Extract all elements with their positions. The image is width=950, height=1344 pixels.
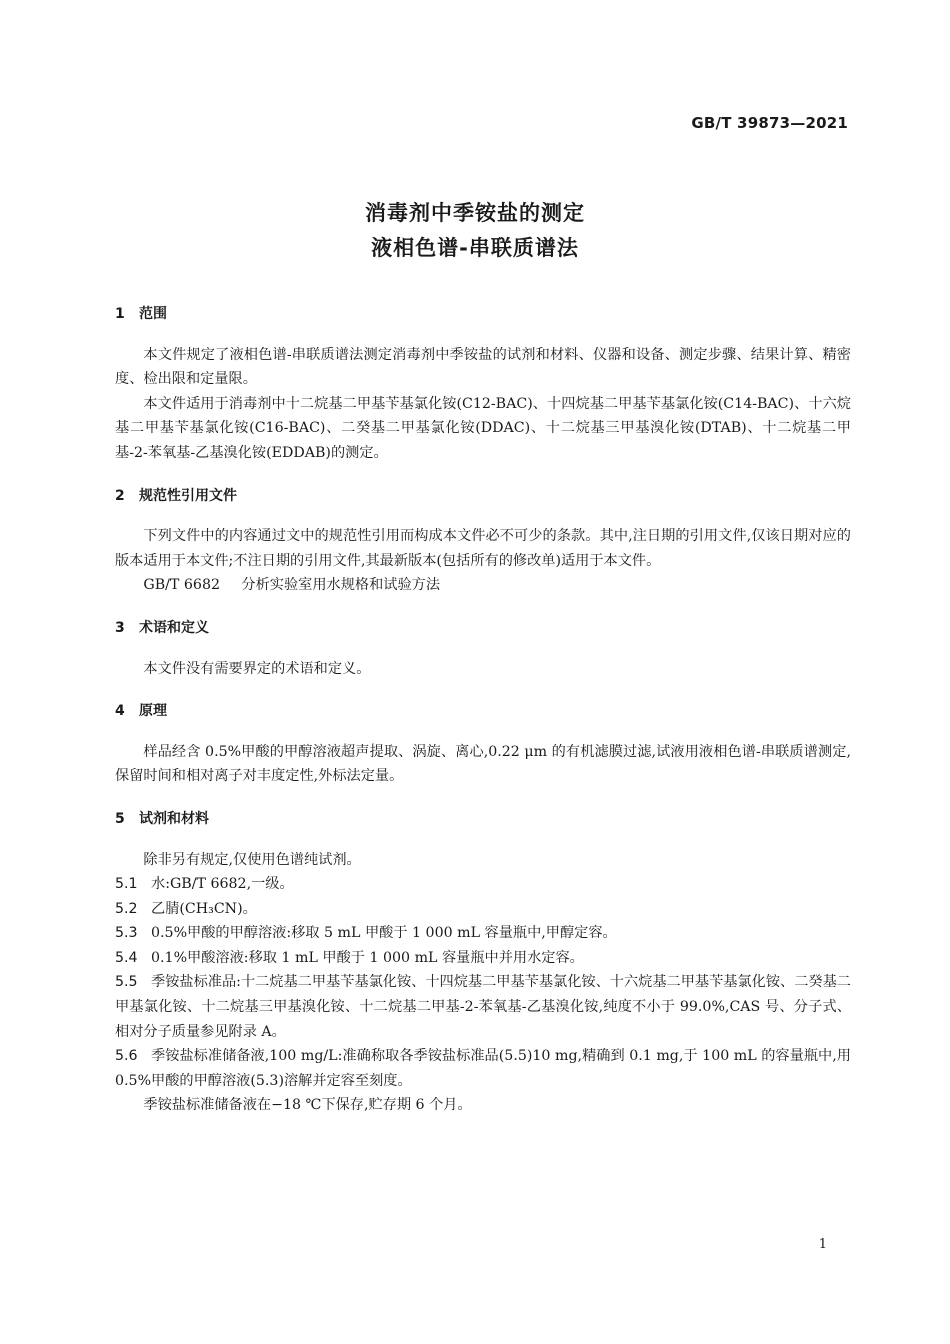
paragraph: 本文件适用于消毒剂中十二烷基二甲基苄基氯化铵(C12-BAC)、十四烷基二甲基苄基氯化铵(C14-BAC)、十六烷基二甲基苄基氯化铵(C16-BAC)、二癸基二甲基氯化铵(DDAC)、十二烷基三甲基溴化铵(DTAB)、十二烷基二甲基-2-苯氧基-乙基溴化铵(EDDAB)的测定。	[115, 395, 851, 461]
section-title: 规范性引用文件	[139, 487, 237, 504]
section-number: 4	[115, 703, 125, 720]
item-text: 0.1%甲酸溶液:移取 1 mL 甲酸于 1 000 mL 容量瓶中并用水定容。	[151, 949, 584, 966]
section-heading-principle	[115, 699, 851, 724]
paragraph: 本文件没有需要界定的术语和定义。	[143, 660, 371, 677]
section-number: 2	[115, 487, 125, 504]
document-title-line1: 消毒剂中季铵盐的测定	[365, 201, 585, 225]
item-text: 季铵盐标准品:十二烷基二甲基苄基氯化铵、十四烷基二甲基苄基氯化铵、十六烷基二甲基苄基氯化铵、二癸基二甲基氯化铵、十二烷基三甲基溴化铵、十二烷基二甲基-2-苯氧基-乙基溴化铵,纯度不小于 99.0%,CAS 号、分子式、相对分子质量参见附录 A。	[115, 974, 851, 1040]
reference-code: GB/T 6682	[143, 577, 221, 594]
list-item	[115, 946, 851, 971]
reference-entry	[115, 573, 851, 598]
item-number: 5.1	[115, 876, 138, 893]
item-number: 5.6	[115, 1048, 138, 1065]
list-item	[115, 872, 851, 897]
section-title: 原理	[139, 703, 167, 720]
section-title: 试剂和材料	[139, 810, 209, 827]
section-number: 1	[115, 306, 125, 322]
list-item	[115, 897, 851, 922]
document-title-line2: 液相色谱-串联质谱法	[371, 236, 579, 260]
section-number: 5	[115, 810, 125, 827]
section-heading-reagents	[115, 807, 851, 832]
item-text: 乙腈(CH₃CN)。	[151, 900, 257, 917]
item-text: 0.5%甲酸的甲醇溶液:移取 5 mL 甲酸于 1 000 mL 容量瓶中,甲醇定容。	[151, 925, 617, 942]
standard-number: GB/T 39873—2021	[691, 114, 848, 132]
item-number: 5.2	[115, 900, 138, 917]
paragraph: 本文件规定了液相色谱-串联质谱法测定消毒剂中季铵盐的试剂和材料、仪器和设备、测定步骤、结果计算、精密度、检出限和定量限。	[115, 346, 851, 388]
list-item	[115, 921, 851, 946]
item-text: 水:GB/T 6682,一级。	[151, 876, 294, 893]
list-item	[115, 1044, 851, 1093]
section-title: 范围	[139, 306, 167, 322]
section-heading-scope	[115, 302, 851, 327]
document-body	[115, 302, 851, 1118]
list-item	[115, 970, 851, 1044]
section-heading-terms	[115, 616, 851, 641]
section-title: 术语和定义	[139, 619, 209, 636]
item-number: 5.4	[115, 949, 138, 966]
paragraph: 样品经含 0.5%甲酸的甲醇溶液超声提取、涡旋、离心,0.22 μm 的有机滤膜过滤,试液用液相色谱-串联质谱测定,保留时间和相对离子对丰度定性,外标法定量。	[115, 743, 851, 785]
paragraph: 下列文件中的内容通过文中的规范性引用而构成本文件必不可少的条款。其中,注日期的引用文件,仅该日期对应的版本适用于本文件;不注日期的引用文件,其最新版本(包括所有的修改单)适用于本文件。	[115, 528, 851, 569]
section-number: 3	[115, 619, 125, 636]
paragraph: 季铵盐标准储备液在−18 ℃下保存,贮存期 6 个月。	[143, 1097, 472, 1114]
section-heading-normative-references	[115, 484, 851, 509]
page-number: 1	[818, 1237, 827, 1252]
item-number: 5.3	[115, 925, 138, 942]
item-text: 季铵盐标准储备液,100 mg/L:准确称取各季铵盐标准品(5.5)10 mg,精确到 0.1 mg,于 100 mL 的容量瓶中,用 0.5%甲酸的甲醇溶液(5.3)溶解并定容至刻度。	[115, 1048, 851, 1089]
item-number: 5.5	[115, 974, 138, 991]
paragraph: 除非另有规定,仅使用色谱纯试剂。	[143, 851, 361, 868]
reference-title: 分析实验室用水规格和试验方法	[241, 577, 441, 594]
